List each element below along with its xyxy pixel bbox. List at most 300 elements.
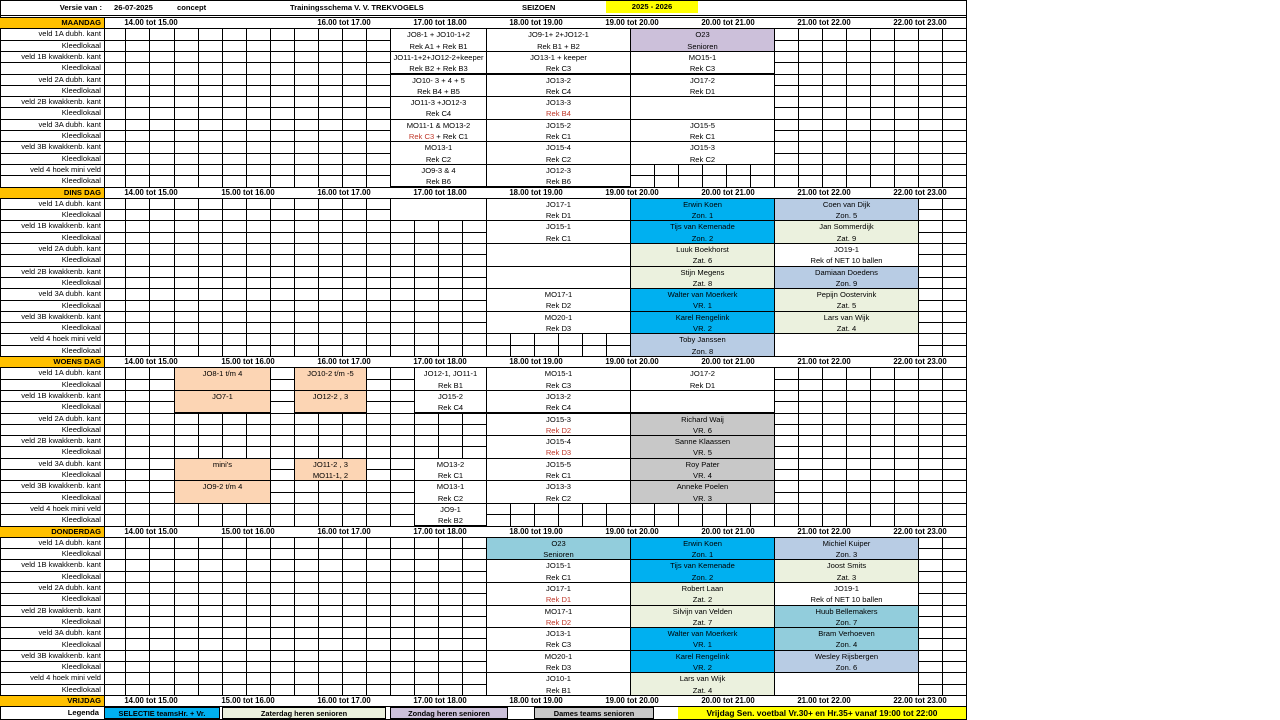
block-title: Coen van Dijk: [822, 199, 871, 209]
block-title: JO10-2 t/m -5: [307, 369, 354, 379]
schedule-block[interactable]: [414, 458, 487, 482]
block-subtitle: Rek B1: [546, 685, 571, 695]
field-label: veld 1A dubh. kant: [38, 198, 101, 208]
field-label: veld 1A dubh. kant: [38, 368, 101, 378]
block-title: [631, 391, 774, 402]
block-title: O23: [551, 538, 566, 548]
field-label: veld 2A dubh. kant: [38, 583, 101, 592]
schedule-block[interactable]: [414, 480, 487, 504]
block-title: O23: [695, 30, 710, 40]
block-subtitle: Rek B2: [438, 516, 463, 526]
schedule-block[interactable]: [486, 220, 631, 244]
field-label: veld 3A dubh. kant: [38, 458, 101, 468]
block-subtitle: Zat. 6: [692, 256, 713, 266]
block-title: Robert Laan: [681, 584, 724, 593]
block-title: JO19-1: [834, 245, 859, 254]
block-subtitle: VR. 1: [693, 301, 712, 311]
field-label: veld 2A dubh. kant: [38, 74, 101, 84]
schedule-block[interactable]: [390, 74, 487, 98]
schedule-block[interactable]: [486, 582, 631, 606]
block-title: Roy Pater: [685, 459, 720, 469]
schedule-block[interactable]: [774, 559, 919, 583]
block-subtitle: Rek D1: [689, 86, 716, 96]
block-subtitle: Zat. 2: [692, 595, 713, 605]
block-title: [487, 244, 630, 255]
locker-room-label: Kleedlokaal: [61, 85, 101, 95]
schedule-block[interactable]: [486, 458, 631, 482]
schedule-block[interactable]: [630, 96, 775, 120]
locker-room-label: Kleedlokaal: [61, 232, 101, 242]
time-slot-header: 17.00 tot 18.00: [413, 357, 467, 366]
field-label: veld 4 hoek mini veld: [30, 673, 101, 683]
schedule-block[interactable]: [486, 198, 631, 222]
block-subtitle: Rek C2: [545, 154, 572, 164]
schedule-block[interactable]: [774, 672, 919, 696]
block-subtitle: Rek D1: [545, 211, 572, 221]
block-subtitle: Rek C2: [425, 154, 452, 164]
schedule-block[interactable]: [630, 480, 775, 504]
block-subtitle: VR. 5: [693, 448, 712, 458]
schedule-block[interactable]: [486, 51, 631, 75]
block-title: JO13-2: [546, 391, 571, 401]
schedule-block[interactable]: [630, 333, 775, 357]
block-title: JO13-2: [546, 75, 571, 85]
block-title: JO19-1: [834, 584, 859, 593]
block-subtitle: Rek C4: [545, 86, 572, 96]
schedule-block[interactable]: [774, 311, 919, 335]
time-slot-header: 17.00 tot 18.00: [413, 526, 467, 536]
schedule-block[interactable]: [774, 605, 919, 629]
block-subtitle: Zon. 9: [835, 278, 858, 288]
block-title: JO10-1: [546, 674, 571, 684]
schedule-block[interactable]: [486, 141, 631, 165]
block-subtitle: Zat. 7: [692, 617, 713, 627]
schedule-block[interactable]: [630, 559, 775, 583]
block-title: JO15-5: [690, 120, 715, 130]
schedule-block[interactable]: [390, 119, 487, 143]
block-title: Stijn Megens: [680, 267, 725, 277]
block-title: Silvijn van Velden: [672, 606, 733, 616]
block-subtitle: Rek B1: [438, 380, 463, 390]
schedule-block[interactable]: [486, 559, 631, 583]
block-subtitle: Zon. 3: [835, 550, 858, 560]
block-title: MO20-1: [544, 651, 573, 661]
legend-item: Dames teams senioren: [534, 707, 654, 719]
field-label: veld 2A dubh. kant: [38, 413, 101, 423]
block-subtitle: Rek B2 + Rek B3: [409, 64, 468, 74]
schedule-block[interactable]: [630, 458, 775, 482]
block-subtitle: Rek C1: [545, 131, 572, 141]
schedule-block[interactable]: [630, 51, 775, 75]
schedule-block[interactable]: [774, 198, 919, 222]
block-title: Walter van Moerkerk: [667, 629, 738, 639]
schedule-block[interactable]: [774, 537, 919, 561]
season-label: SEIZOEN: [522, 3, 556, 12]
time-slot-header: 20.00 tot 21.00: [701, 18, 755, 27]
block-title: JO13-3: [546, 482, 571, 492]
field-label: veld 3A dubh. kant: [38, 119, 101, 129]
schedule-block[interactable]: [630, 367, 775, 391]
schedule-block[interactable]: [630, 220, 775, 244]
version-label: Versie van :: [59, 3, 102, 12]
season-value: 2025 - 2026: [606, 1, 698, 13]
block-title: [775, 334, 918, 345]
block-subtitle: Rek C4: [425, 109, 452, 119]
locker-room-label: Kleedlokaal: [61, 277, 101, 287]
block-subtitle: Rek B1 + B2: [537, 41, 580, 51]
legend-item: Zondag heren senioren: [390, 707, 508, 719]
schedule-block[interactable]: [486, 74, 631, 98]
schedule-block[interactable]: [630, 627, 775, 651]
block-subtitle: Zat. 8: [692, 278, 713, 288]
block-subtitle: VR. 4: [693, 470, 712, 480]
block-title: JO9-1+ 2+JO12-1: [528, 30, 589, 40]
locker-room-label: Kleedlokaal: [61, 345, 101, 355]
time-slot-header: 21.00 tot 22.00: [797, 18, 851, 27]
schedule-title: Trainingsschema V. V. TREKVOGELS: [290, 3, 424, 12]
time-slot-header: 17.00 tot 18.00: [413, 18, 467, 27]
block-subtitle: Zat. 4: [836, 324, 857, 334]
locker-room-label: Kleedlokaal: [61, 424, 101, 434]
schedule-block[interactable]: [174, 390, 271, 414]
schedule-block[interactable]: [174, 480, 271, 504]
time-slot-header: 19.00 tot 20.00: [605, 18, 659, 27]
locker-room-label: Kleedlokaal: [61, 210, 101, 220]
legend-item: Zaterdag heren senioren: [222, 707, 386, 719]
schedule-block[interactable]: [774, 650, 919, 674]
block-title: MO15-1: [544, 369, 573, 379]
schedule-block[interactable]: [294, 390, 367, 414]
time-slot-header: 22.00 tot 23.00: [893, 526, 947, 536]
block-title: JO8-1 + JO10-1+2: [407, 30, 470, 40]
block-title: [391, 199, 486, 210]
time-slot-header: 16.00 tot 17.00: [317, 526, 371, 536]
schedule-block[interactable]: [774, 243, 919, 267]
legend-item: SELECTIE teamsHr. + Vr.: [104, 707, 220, 719]
locker-room-label: Kleedlokaal: [61, 594, 101, 604]
block-title: Richard Waij: [681, 414, 724, 424]
schedule-block[interactable]: [630, 582, 775, 606]
block-subtitle: Rek D3: [545, 663, 572, 673]
time-slot-header: 18.00 tot 19.00: [509, 18, 563, 27]
block-subtitle: Rek D3: [545, 324, 572, 334]
schedule-block[interactable]: [390, 96, 487, 120]
schedule-block[interactable]: [174, 458, 271, 482]
schedule-block[interactable]: [774, 333, 919, 357]
schedule-block[interactable]: [774, 266, 919, 290]
schedule-block[interactable]: [774, 220, 919, 244]
block-subtitle: Rek C2: [437, 493, 464, 503]
block-title: Joost Smits: [826, 561, 867, 571]
schedule-block[interactable]: [486, 266, 631, 290]
block-title: Jan Sommerdijk: [819, 222, 874, 232]
schedule-block[interactable]: [486, 480, 631, 504]
block-subtitle: VR. 2: [693, 324, 712, 334]
block-subtitle: Zon. 1: [691, 550, 714, 560]
schedule-block[interactable]: [414, 390, 487, 414]
block-subtitle: Rek B6: [426, 177, 451, 187]
block-title: JO15-4: [546, 437, 571, 447]
schedule-block[interactable]: [630, 141, 775, 165]
block-title: JO13-1: [546, 629, 571, 639]
time-slot-header: 22.00 tot 23.00: [893, 357, 947, 366]
block-title: JO15-1: [546, 222, 571, 232]
schedule-block[interactable]: [630, 537, 775, 561]
schedule-block[interactable]: [414, 367, 487, 391]
schedule-block[interactable]: [630, 413, 775, 437]
day-header-maandag: MAANDAG: [0, 17, 104, 28]
block-title: MO17-1: [544, 290, 573, 300]
time-slot-header: 14.00 tot 15.00: [124, 18, 178, 27]
schedule-block[interactable]: [486, 367, 631, 391]
schedule-block[interactable]: [294, 458, 367, 482]
block-title: Damiaan Doedens: [815, 267, 878, 277]
schedule-block[interactable]: [486, 627, 631, 651]
block-title: JO13-3: [546, 98, 571, 108]
locker-room-label: Kleedlokaal: [61, 176, 101, 186]
locker-room-label: Kleedlokaal: [61, 447, 101, 457]
schedule-block[interactable]: [486, 413, 631, 437]
schedule-block[interactable]: [774, 627, 919, 651]
time-slot-header: 22.00 tot 23.00: [893, 187, 947, 197]
time-slot-header: 14.00 tot 15.00: [124, 526, 178, 536]
field-label: veld 2B kwakkenb. kant: [21, 266, 101, 276]
day-header-woens-dag: WOENS DAG: [0, 356, 104, 367]
locker-room-label: Kleedlokaal: [61, 255, 101, 265]
time-slot-header: 14.00 tot 15.00: [124, 187, 178, 197]
time-slot-header: 18.00 tot 19.00: [509, 357, 563, 366]
schedule-block[interactable]: [630, 266, 775, 290]
time-slot-header: 17.00 tot 18.00: [413, 187, 467, 197]
schedule-block[interactable]: [630, 605, 775, 629]
locker-room-label: Kleedlokaal: [61, 684, 101, 694]
block-subtitle: Zon. 2: [691, 572, 714, 582]
block-title: JO15-2: [438, 391, 463, 401]
version-status: concept: [177, 3, 207, 12]
schedule-block[interactable]: [486, 605, 631, 629]
block-title: MO13-1: [436, 482, 465, 492]
block-subtitle: Rek C1: [545, 233, 572, 243]
time-slot-header: 20.00 tot 21.00: [701, 526, 755, 536]
time-slot-header: 16.00 tot 17.00: [317, 18, 371, 27]
block-subtitle: Rek D1: [545, 595, 572, 605]
block-subtitle: MO11-1, 2: [312, 470, 349, 480]
block-title: [775, 673, 918, 684]
time-slot-header: 21.00 tot 22.00: [797, 357, 851, 366]
block-subtitle: Rek C3: [545, 640, 572, 650]
time-slot-header: 16.00 tot 17.00: [317, 187, 371, 197]
field-label: veld 3B kwakkenb. kant: [21, 142, 101, 152]
schedule-block[interactable]: [390, 198, 487, 222]
schedule-block[interactable]: [630, 28, 775, 52]
locker-room-label: Kleedlokaal: [61, 300, 101, 310]
time-slot-header: 20.00 tot 21.00: [701, 696, 755, 705]
locker-room-label: Kleedlokaal: [61, 492, 101, 502]
locker-room-label: Kleedlokaal: [61, 63, 101, 73]
block-title: Michiel Kuiper: [822, 538, 871, 548]
block-title: JO17-2: [690, 369, 715, 379]
time-slot-header: 19.00 tot 20.00: [605, 187, 659, 197]
schedule-block[interactable]: [486, 96, 631, 120]
time-slot-header: 22.00 tot 23.00: [893, 696, 947, 705]
schedule-block[interactable]: [414, 503, 487, 527]
block-title: Lars van Wijk: [679, 674, 726, 684]
block-subtitle: Zat. 4: [692, 685, 713, 695]
block-subtitle: Zon. 1: [691, 211, 714, 221]
block-title: Huub Bellemakers: [815, 606, 878, 616]
time-slot-header: 14.00 tot 15.00: [124, 696, 178, 705]
locker-room-label: Kleedlokaal: [61, 515, 101, 525]
time-slot-header: 18.00 tot 19.00: [509, 696, 563, 705]
block-title: JO12-3: [546, 165, 571, 175]
locker-room-label: Kleedlokaal: [61, 639, 101, 649]
time-slot-header: 19.00 tot 20.00: [605, 696, 659, 705]
block-subtitle: Rek C1: [545, 572, 572, 582]
block-subtitle: Zon. 2: [691, 233, 714, 243]
schedule-block[interactable]: [390, 164, 487, 188]
field-label: veld 3B kwakkenb. kant: [21, 481, 101, 491]
block-title: Karel Rengelink: [675, 312, 730, 322]
block-subtitle: Rek C4: [545, 403, 572, 413]
block-subtitle: Rek C3: [689, 64, 716, 74]
block-title: [631, 97, 774, 108]
block-subtitle: Rek D2: [545, 617, 572, 627]
schedule-block[interactable]: [390, 141, 487, 165]
block-title: Tijs van Kemenade: [670, 561, 735, 571]
block-subtitle: Rek D2: [545, 301, 572, 311]
block-title: mini's: [212, 459, 233, 469]
schedule-block[interactable]: [630, 650, 775, 674]
field-label: veld 1B kwakkenb. kant: [21, 390, 101, 400]
block-subtitle: Rek C3 + Rek C1: [408, 131, 469, 141]
block-title: Erwin Koen: [683, 199, 722, 209]
schedule-block[interactable]: [630, 288, 775, 312]
block-subtitle: [391, 210, 486, 221]
day-header-vrijdag: VRIJDAG: [0, 695, 104, 706]
block-subtitle: Rek C3: [545, 64, 572, 74]
block-subtitle: Senioren: [687, 41, 718, 51]
block-title: JO11-1+2+JO12-2+keeper: [393, 52, 484, 62]
time-slot-header: 18.00 tot 19.00: [509, 526, 563, 536]
block-title: [487, 267, 630, 278]
block-subtitle: Rek B6: [546, 177, 571, 187]
block-title: JO15-1: [546, 561, 571, 571]
block-title: JO17-1: [546, 199, 571, 209]
block-subtitle: Rek of NET 10 ballen: [810, 256, 883, 266]
block-title: Walter van Moerkerk: [667, 290, 738, 300]
locker-room-label: Kleedlokaal: [61, 402, 101, 412]
schedule-block[interactable]: [486, 672, 631, 696]
block-title: Pepijn Oostervink: [816, 290, 877, 300]
schedule-block[interactable]: [486, 650, 631, 674]
block-subtitle: [295, 402, 366, 413]
field-label: veld 2B kwakkenb. kant: [21, 97, 101, 107]
schedule-block[interactable]: [486, 119, 631, 143]
block-title: Wesley Rijsbergen: [814, 651, 879, 661]
schedule-block[interactable]: [390, 28, 487, 52]
block-subtitle: Senioren: [543, 550, 574, 560]
time-slot-header: 17.00 tot 18.00: [413, 696, 467, 705]
schedule-block[interactable]: [486, 311, 631, 335]
schedule-block[interactable]: [486, 243, 631, 267]
schedule-block[interactable]: [630, 435, 775, 459]
schedule-block[interactable]: [630, 119, 775, 143]
block-subtitle: VR. 2: [693, 663, 712, 673]
block-title: JO9-3 & 4: [421, 165, 456, 175]
schedule-block[interactable]: [390, 51, 487, 75]
field-label: veld 3A dubh. kant: [38, 628, 101, 638]
schedule-block[interactable]: [774, 582, 919, 606]
block-subtitle: Rek of NET 10 ballen: [810, 595, 883, 605]
block-subtitle: Zon. 5: [835, 211, 858, 221]
time-slot-header: 16.00 tot 17.00: [317, 696, 371, 705]
field-label: veld 3A dubh. kant: [38, 289, 101, 299]
block-subtitle: Rek C1: [545, 470, 572, 480]
time-slot-header: 15.00 tot 16.00: [221, 187, 275, 197]
schedule-block[interactable]: [630, 74, 775, 98]
block-subtitle: Rek D1: [689, 380, 716, 390]
schedule-block[interactable]: [486, 390, 631, 414]
friday-note: Vrijdag Sen. voetbal Vr.30+ en Hr.35+ vanaf 19:00 tot 22:00: [678, 707, 966, 719]
block-title: JO7-1: [212, 391, 233, 401]
block-title: MO20-1: [544, 312, 573, 322]
schedule-block[interactable]: [486, 537, 631, 561]
schedule-block[interactable]: [486, 164, 631, 188]
time-slot-header: 19.00 tot 20.00: [605, 357, 659, 366]
block-subtitle: Zat. 9: [836, 233, 857, 243]
schedule-block[interactable]: [486, 435, 631, 459]
locker-room-label: Kleedlokaal: [61, 131, 101, 140]
block-subtitle: Zon. 8: [691, 346, 714, 356]
schedule-block[interactable]: [486, 288, 631, 312]
block-title: JO15-5: [546, 459, 571, 469]
block-title: Erwin Koen: [683, 538, 722, 548]
locker-room-label: Kleedlokaal: [61, 108, 101, 118]
field-label: veld 2B kwakkenb. kant: [21, 605, 101, 615]
locker-room-label: Kleedlokaal: [61, 662, 101, 672]
schedule-block[interactable]: [630, 672, 775, 696]
schedule-block[interactable]: [630, 243, 775, 267]
block-subtitle: Rek D2: [545, 425, 572, 435]
block-subtitle: Rek C4: [437, 403, 464, 413]
schedule-block[interactable]: [774, 288, 919, 312]
locker-room-label: Kleedlokaal: [61, 379, 101, 389]
field-label: veld 1B kwakkenb. kant: [21, 221, 101, 231]
block-title: Lars van Wijk: [823, 312, 870, 322]
field-label: veld 2B kwakkenb. kant: [21, 436, 101, 446]
time-slot-header: 15.00 tot 16.00: [221, 357, 275, 366]
field-label: veld 2A dubh. kant: [38, 244, 101, 253]
block-subtitle: VR. 3: [693, 493, 712, 503]
block-title: JO11-2 , 3: [313, 459, 348, 469]
schedule-block[interactable]: [174, 367, 271, 391]
schedule-block[interactable]: [630, 198, 775, 222]
schedule-block[interactable]: [630, 311, 775, 335]
block-title: MO17-1: [544, 606, 573, 616]
block-title: Karel Rengelink: [675, 651, 730, 661]
time-slot-header: 21.00 tot 22.00: [797, 187, 851, 197]
block-title: MO15-1: [688, 52, 717, 62]
schedule-block[interactable]: [294, 367, 367, 391]
block-title: Anneke Poelen: [676, 482, 729, 492]
block-title: JO12-2 , 3: [312, 391, 349, 401]
schedule-block[interactable]: [630, 390, 775, 414]
schedule-block[interactable]: [486, 28, 631, 52]
block-title: JO10- 3 + 4 + 5: [412, 75, 465, 85]
locker-room-label: Kleedlokaal: [61, 40, 101, 50]
time-slot-header: 21.00 tot 22.00: [797, 526, 851, 536]
day-header-dins-dag: DINS DAG: [0, 187, 104, 198]
